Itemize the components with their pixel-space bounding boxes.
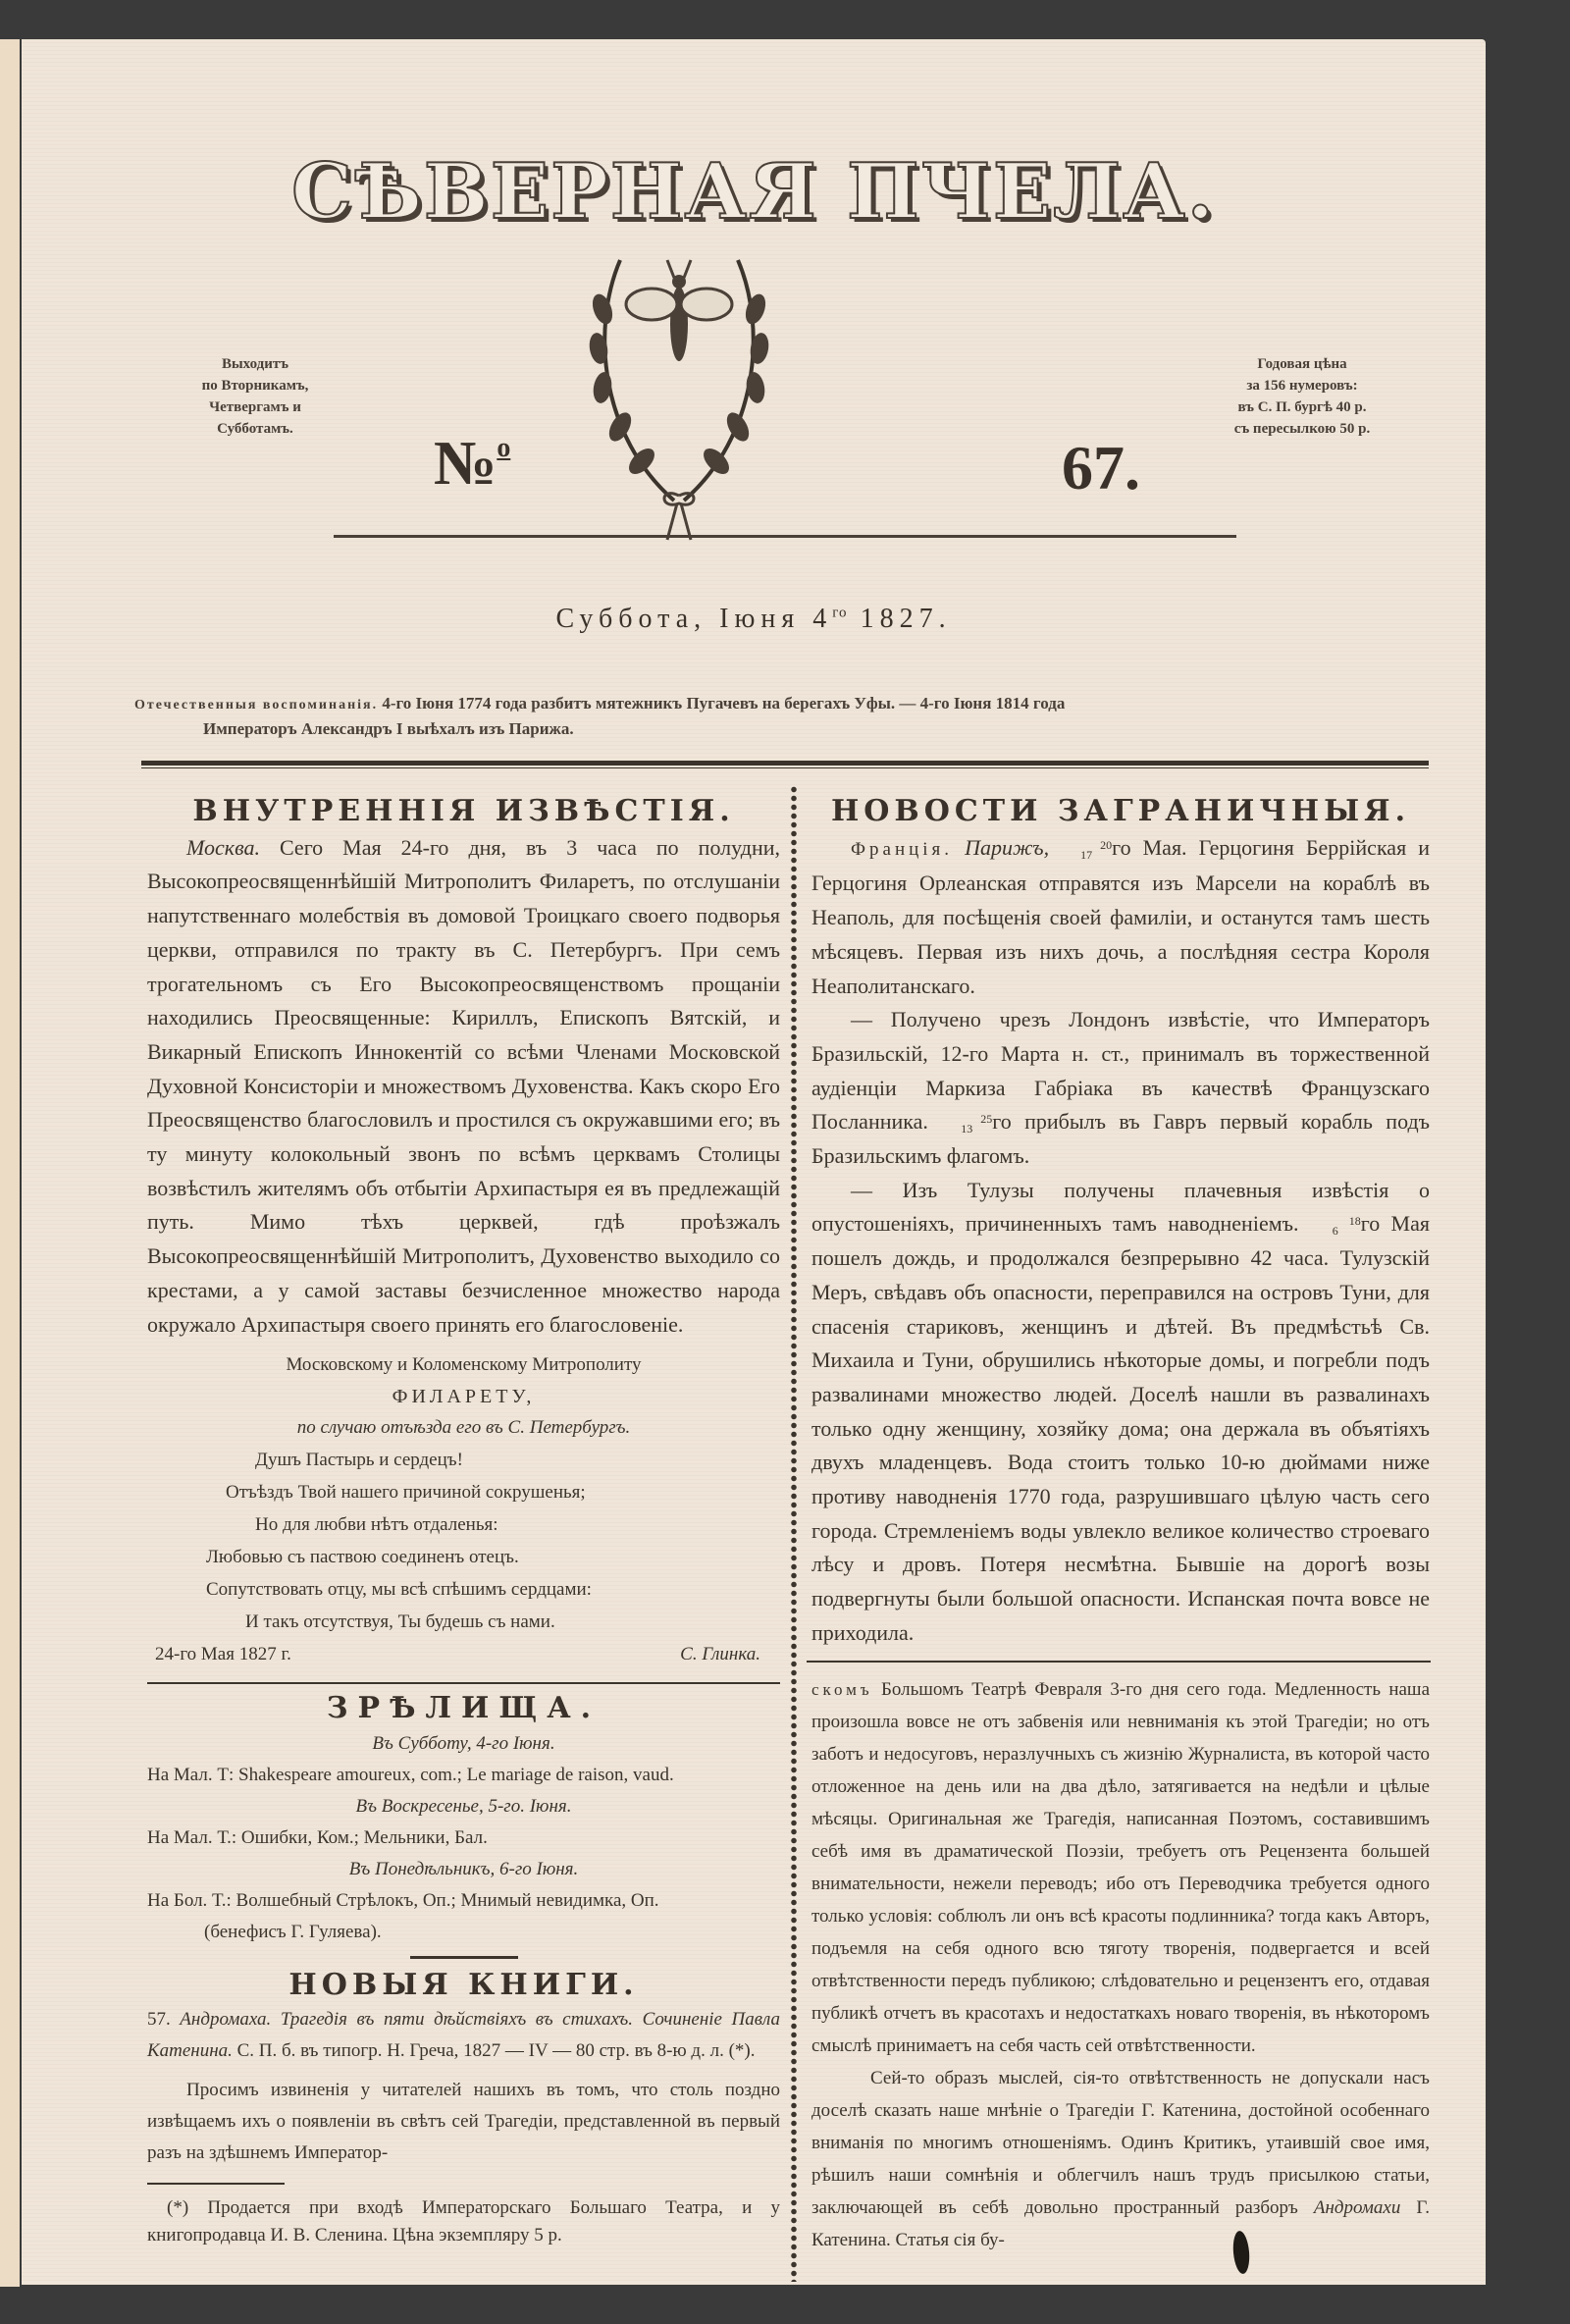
left-column (147, 795, 780, 2249)
date-text: Суббота, Іюня 4 (555, 604, 833, 634)
review-paragraph (811, 1673, 1430, 2062)
annual-price (1179, 353, 1425, 440)
number-sign (434, 427, 510, 500)
moscow-article (147, 831, 780, 1343)
article-body: го Мая пошелъ дождь, и продолжался безпрерывно 42 часа. Тулузскій Меръ, свѣдавъ объ опасности, переправился на островъ Туни, для спасенія стариковъ, женщинъ и дѣтей. Въ предмѣстьѣ Св. Михаила и Туни, обрушились нѣкоторые домы, и погребли подъ развалинами множество людей. Доселѣ нашли въ развалинахъ только одну женщину, хозяйку дома; она держала въ объятіяхъ двухъ младенцевъ. Вода стоитъ только 10-ю дюймами ниже противу наводненія 1770 года, разрушившаго цѣлую часть сего города. Стремленіемъ воды увлекло великое количество строеваго лѣсу и дровъ. Потеря несмѣтна. Бывшіе на дорогѣ возы подвергнуты были большой опасности. Испанская почта вовсе не приходила. (811, 1211, 1430, 1645)
listing-day: Въ Понедѣльникъ, 6-го Іюня. (348, 1858, 579, 1879)
domestic-news-heading: ВНУТРЕННІЯ ИЗВѢСТІЯ. (192, 794, 735, 828)
schedule-line: Субботамъ. (217, 421, 293, 437)
listing-day: Въ Субботу, 4-го Іюня. (372, 1732, 555, 1754)
listing-program: На Мал. Т: Shakespeare amoureux, com.; Le mariage de raison, vaud. (147, 1764, 674, 1785)
right-column (811, 795, 1430, 1651)
memorial-line: Императоръ Александръ I выѣхалъ изъ Парижа. (203, 719, 574, 738)
work-title: Андромахи (1313, 2197, 1401, 2218)
article-body: го Мая. Герцогиня Беррійская и Герцогиня Орлеанская отправятся изъ Марсели на кораблѣ въ Неаполь, для посѣщенія своей фамиліи, и останутся тамъ шесть мѣсяцевъ. Первая изъ нихъ дочь, а послѣдняя сестра Короля Неаполитанскаго. (811, 834, 1430, 998)
city-name: Парижъ, (965, 834, 1050, 860)
frac-top: 20 (1100, 837, 1113, 852)
article-body: — Изъ Тулузы получены плачевныя извѣстія о опустошеніяхъ, причиненныхъ тамъ наводненіемъ. (811, 1177, 1430, 1237)
date-fraction (941, 1114, 992, 1134)
poem-line: Душъ Пастырь и сердецъ! (255, 1450, 463, 1471)
article-body: го прибылъ въ Гавръ первый корабль подъ Бразильскимъ флагомъ. (811, 1109, 1431, 1169)
listing-program: На Бол. Т.: Волшебный Стрѣлокъ, Оп.; Мнимый невидимка, Оп. (147, 1889, 659, 1911)
national-memories (134, 692, 1430, 741)
price-line: за 156 нумеровъ: (1246, 378, 1358, 394)
frac-bottom: 13 (961, 1122, 973, 1136)
brazil-article (811, 1003, 1430, 1174)
poem-addressee: ФИЛАРЕТУ, (392, 1386, 536, 1408)
listing-note: (бенефисъ Г. Гуляева). (204, 1921, 382, 1942)
schedule-line: Выходитъ (221, 356, 289, 372)
frac-bottom: 17 (1080, 847, 1093, 862)
poem-line: Но для любви нѣтъ отдаленья: (255, 1514, 498, 1536)
spectacles-heading: ЗРѢЛИЩА. (326, 1690, 602, 1725)
issue-date (22, 604, 1486, 635)
price-line: съ пересылкою 50 р. (1233, 421, 1371, 437)
date-fraction (1061, 837, 1113, 862)
poem-line: И такъ отсутствуя, Ты будешь съ нами. (245, 1611, 555, 1633)
price-line: въ С. П. бургѣ 40 р. (1237, 399, 1367, 415)
poem (147, 1444, 780, 1638)
article-body: — Получено чрезъ Лондонъ извѣстіе, что Императоръ Бразильскій, 12-го Марта н. ст., принималъ въ торжественной аудіенціи Маркиза Габріака въ качествѣ Французскаго Посланника. (811, 1007, 1430, 1135)
poem-line: Любовью съ паствою соединенъ отецъ. (206, 1547, 519, 1568)
poem-occasion: по случаю отъѣзда его въ С. Петербургъ. (296, 1417, 631, 1439)
article-body: Сего Мая 24-го дня, въ 3 часа по полудни, Высокопреосвященнѣйшій Митрополитъ Филаретъ, по отслушаніи напутственнаго молебствія въ домовой Троицкаго своего подворья церкви, отправился по тракту въ С. Петербургъ. При семъ трогательномъ съ Его Высокопреосвященствомъ прощаніи находились Преосвященные: Кириллъ, Епископъ Вятскій, и Викарный Епископъ Иннокентій со всѣми Членами Московской Духовной Консисторіи и множествомъ Духовенства. Какъ скоро Его Преосвященство благословилъ и простился съ окружавшими его; въ ту минуту колокольный звонъ по всѣмъ церквамъ Столицы возвѣстилъ жителямъ объ отбытіи Архипастыря ея въ предлежащій путь. Мимо тѣхъ церквей, гдѣ проѣзжалъ Высокопреосвященнѣйшій Митрополитъ, Духовенство выходило со крестами, а у самой заставы безчисленное множество народа окружало Архипастыря своего принять его благословеніе. (147, 834, 780, 1337)
review-text: Большомъ Театрѣ Февраля 3-го дня сего года. Медленность наша произошла вовсе не отъ забвенія или невниманія къ этой Трагедіи; но отъ заботъ и недосуговъ, неразлучныхъ съ жизнію Журналиста, въ которой часто отложенное на день или на два дѣло, затягивается на недѣли и цѣлые мѣсяцы. Оригинальная же Трагедія, написанная Поэтомъ, составившимъ себѣ имя въ драматической Поэзіи, требуетъ отъ Рецензента большей внимательности, нежели переводъ; ибо отъ Переводчика требуется одного только условія: соблюлъ ли онъ всѣ красоты подлинника? тогда какъ Авторъ, подъемля на себя одного всю тяготу творенія, подвергается и всей отвѣтственности передъ публикою; слѣдовательно и рецензентъ его, отдавая публикѣ отчетъ въ красотахъ и недостаткахъ новаго творенія, въ нѣкоторомъ смыслѣ принимаетъ на себя часть сей отвѣтственности. (811, 1679, 1430, 2056)
publication-schedule (157, 353, 353, 440)
short-rule (410, 1956, 518, 1959)
memorial-line: 4-го Іюня 1774 года разбитъ мятежникъ Пугачевъ на берегахъ Уфы. — 4-го Іюня 1814 года (378, 694, 1066, 713)
poem-signature (147, 1638, 780, 1672)
number-sign-glyph: № (434, 428, 497, 498)
book-entry (147, 2004, 780, 2067)
city-name: Москва. (186, 834, 260, 860)
date-sup: го (832, 605, 848, 621)
foreign-news-heading: НОВОСТИ ЗАГРАНИЧНЫЯ. (830, 794, 1411, 828)
bee-in-laurel-wreath-icon (581, 250, 777, 545)
review-text: Сей-то образъ мыслей, сія-то отвѣтственность не допускали насъ доселѣ сказать наше мнѣніе о Трагедіи Г. Катенина, достойной особеннаго вниманія по многимъ отношеніямъ. Одинъ Критикъ, утаившій свое имя, рѣшилъ наши сомнѣнія и облегчилъ нашъ трудъ присылкою статьи, заключающей въ себѣ довольно пространный разборъ (811, 2068, 1430, 2218)
theatre-listings (147, 1728, 780, 1948)
section-double-rule (141, 761, 1429, 766)
poem-date: 24-го Мая 1827 г. (155, 1644, 291, 1665)
poem-dedication: Московскому и Коломенскому Митрополиту (286, 1354, 642, 1376)
book-title: Андромаха. Трагедія въ пяти дѣйствіяхъ въ стихахъ. Сочиненіе Павла Катенина. (147, 2009, 780, 2062)
section-rule (807, 1661, 1431, 1663)
poem-author: С. Глинка. (680, 1644, 760, 1665)
apology-paragraph: Просимъ извиненія у читателей нашихъ въ томъ, что столь поздно извѣщаемъ ихъ о появленіи въ свѣтъ сей Трагедіи, представленной въ первый разъ на здѣшнемъ Император- (147, 2080, 780, 2164)
listing-day: Въ Воскресенье, 5-го. Іюня. (355, 1795, 572, 1817)
frac-top: 18 (1348, 1214, 1361, 1229)
schedule-line: Четвергамъ и (209, 399, 301, 415)
poem-line: Сопутствовать отцу, мы всѣ спѣшимъ сердцами: (206, 1579, 592, 1601)
masthead-rule (334, 535, 1236, 538)
section-rule (147, 1682, 780, 1684)
review-text: Г. Катенина. Статья сія бу- (811, 2197, 1430, 2250)
schedule-line: по Вторникамъ, (201, 378, 309, 394)
country-name: Франція. (851, 838, 954, 860)
footnote-rule (147, 2183, 285, 2185)
listing-program: На Мал. Т.: Ошибки, Ком.; Мельники, Бал. (147, 1826, 488, 1848)
date-fraction (1310, 1214, 1361, 1239)
newspaper-page (22, 39, 1486, 2285)
section-double-rule-thin (141, 767, 1429, 768)
frac-top: 25 (980, 1112, 993, 1127)
masthead-title: СѢВЕРНАЯ ПЧЕЛА. (291, 147, 1216, 237)
book-publication: С. П. б. въ типогр. Н. Греча, 1827 — IV — 80 стр. въ 8-ю д. л. (*). (232, 2040, 756, 2062)
poem-line: Отъѣздъ Твой нашего причиной сокрушенья; (226, 1482, 586, 1504)
france-article (811, 831, 1430, 1004)
previous-page-edge (0, 39, 20, 2287)
review-paragraph (811, 2062, 1430, 2256)
frac-bottom: 6 (1332, 1224, 1338, 1239)
column-divider-wavy (790, 785, 798, 2282)
continued-word: скомъ (811, 1680, 873, 1699)
footnote: (*) Продается при входѣ Императорскаго Большаго Театра, и у книгопродавца И. В. Сленина. Цѣна экземпляру 5 р. (147, 2197, 780, 2246)
number-sign-sup: о (497, 433, 511, 463)
memorial-label: Отечественныя воспоминанія. (134, 698, 379, 713)
issue-number: 67. (1062, 433, 1140, 502)
new-books-heading: НОВЫЯ КНИГИ. (288, 1967, 639, 2002)
price-line: Годовая цѣна (1257, 356, 1347, 372)
book-number: 57. (147, 2009, 171, 2031)
date-year: 1827. (847, 604, 952, 634)
toulouse-article (811, 1174, 1430, 1651)
review-continuation (811, 1673, 1430, 2256)
